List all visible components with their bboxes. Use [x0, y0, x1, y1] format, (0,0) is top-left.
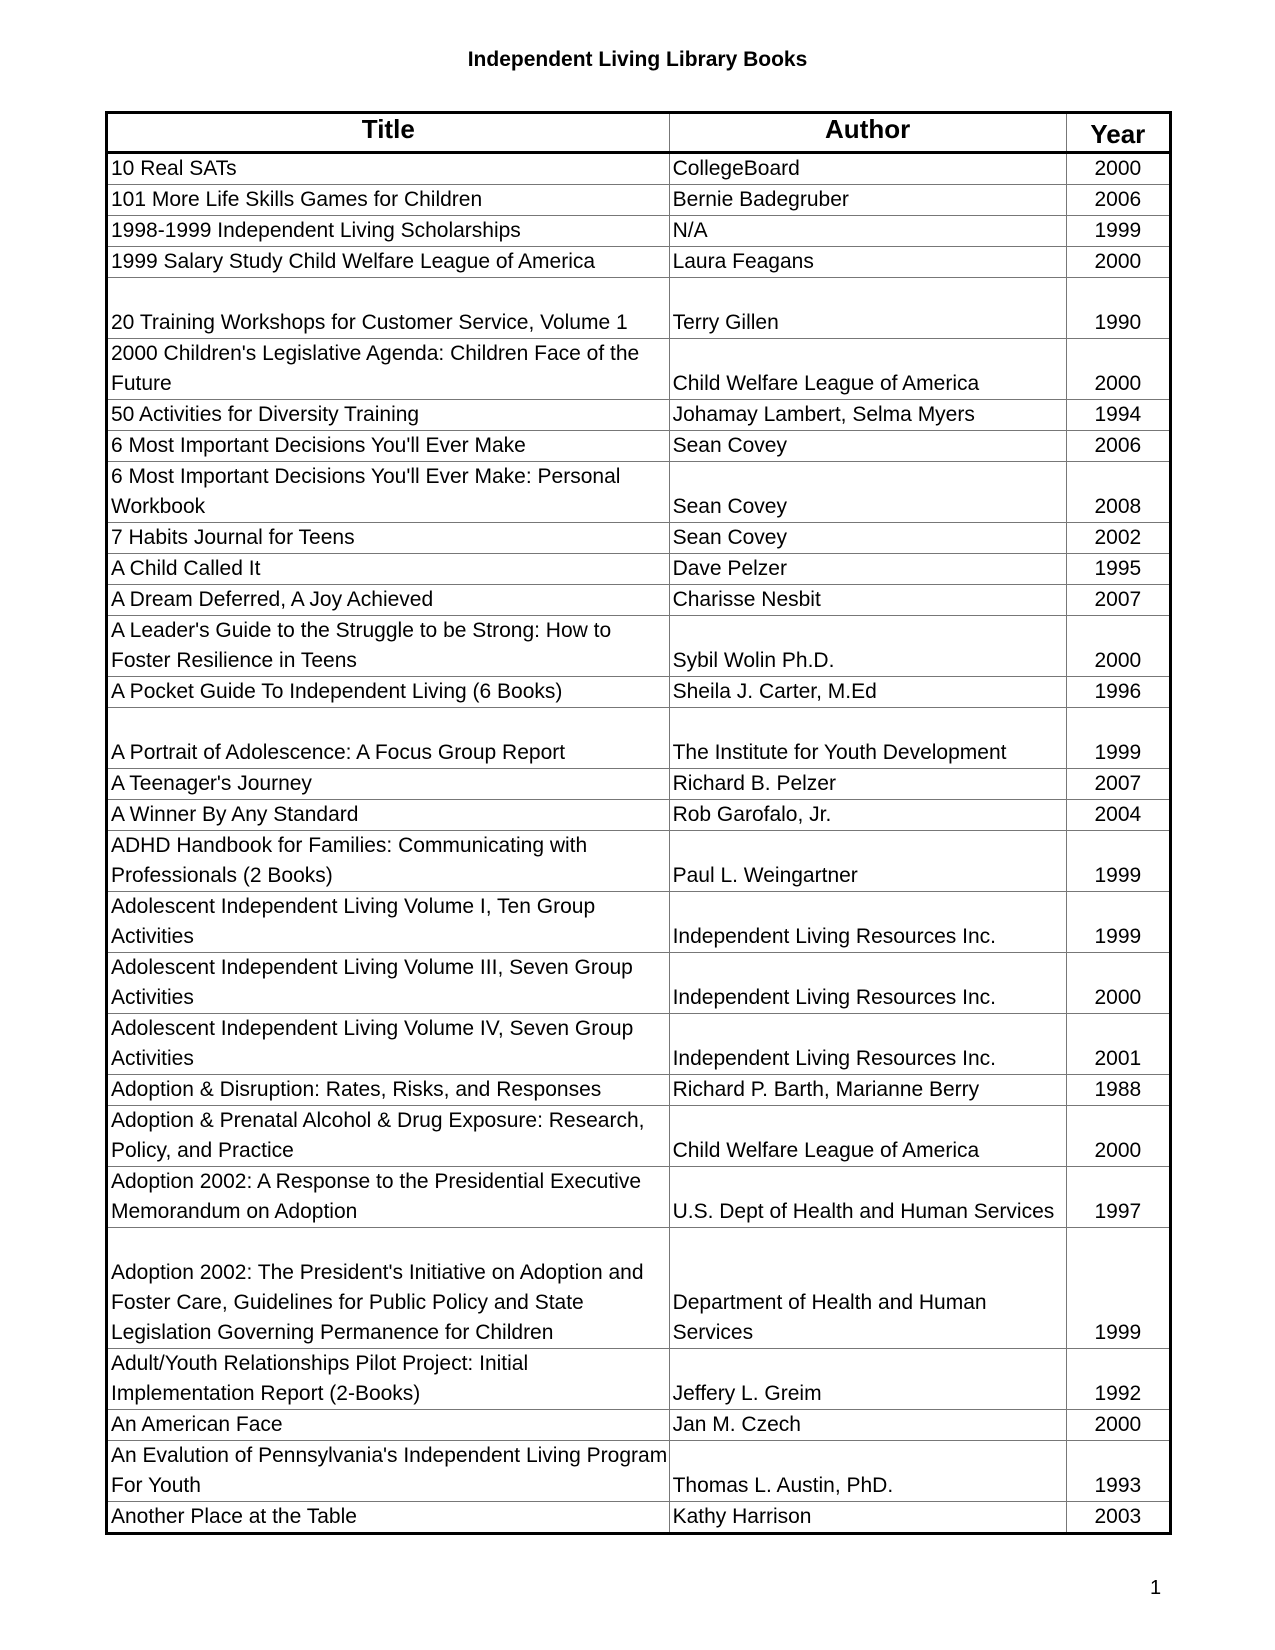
- table-row: [107, 800, 1171, 831]
- book-year: 1997: [1066, 1167, 1170, 1228]
- book-author: Child Welfare League of America: [669, 1106, 1066, 1167]
- table-row: [107, 1106, 1171, 1167]
- book-title: A Portrait of Adolescence: A Focus Group Report: [107, 708, 670, 769]
- book-year: 1999: [1066, 708, 1170, 769]
- book-year: 1996: [1066, 677, 1170, 708]
- book-title: Adoption & Disruption: Rates, Risks, and Responses: [107, 1075, 670, 1106]
- table-row: [107, 677, 1171, 708]
- book-author: Terry Gillen: [669, 278, 1066, 339]
- book-year: 2006: [1066, 185, 1170, 216]
- book-author: CollegeBoard: [669, 153, 1066, 185]
- table-row: [107, 431, 1171, 462]
- book-author: Sean Covey: [669, 523, 1066, 554]
- books-table: [105, 111, 1172, 1535]
- book-title: A Dream Deferred, A Joy Achieved: [107, 585, 670, 616]
- table-row: [107, 153, 1171, 185]
- book-year: 1999: [1066, 1228, 1170, 1349]
- book-title: ADHD Handbook for Families: Communicating with Professionals (2 Books): [107, 831, 670, 892]
- book-author: Sean Covey: [669, 431, 1066, 462]
- book-title: Adoption 2002: A Response to the Presidential Executive Memorandum on Adoption: [107, 1167, 670, 1228]
- book-author: Child Welfare League of America: [669, 339, 1066, 400]
- book-author: The Institute for Youth Development: [669, 708, 1066, 769]
- table-row: [107, 1014, 1171, 1075]
- table-row: [107, 554, 1171, 585]
- table-row: [107, 831, 1171, 892]
- book-author: Department of Health and Human Services: [669, 1228, 1066, 1349]
- book-year: 1994: [1066, 400, 1170, 431]
- book-title: Adult/Youth Relationships Pilot Project: Initial Implementation Report (2-Books): [107, 1349, 670, 1410]
- book-title: Adolescent Independent Living Volume IV, Seven Group Activities: [107, 1014, 670, 1075]
- table-row: [107, 185, 1171, 216]
- book-title: Adolescent Independent Living Volume III, Seven Group Activities: [107, 953, 670, 1014]
- book-author: Independent Living Resources Inc.: [669, 953, 1066, 1014]
- book-year: 1995: [1066, 554, 1170, 585]
- table-row: [107, 339, 1171, 400]
- book-author: Kathy Harrison: [669, 1502, 1066, 1534]
- book-author: Richard B. Pelzer: [669, 769, 1066, 800]
- table-header-row: [107, 113, 1171, 153]
- book-year: 2000: [1066, 953, 1170, 1014]
- book-year: 2000: [1066, 153, 1170, 185]
- book-year: 2000: [1066, 339, 1170, 400]
- book-title: Adoption 2002: The President's Initiative on Adoption and Foster Care, Guidelines for Public Policy and State Legislation Governing Permanence for Children: [107, 1228, 670, 1349]
- book-year: 2007: [1066, 585, 1170, 616]
- book-year: 2004: [1066, 800, 1170, 831]
- book-title: A Winner By Any Standard: [107, 800, 670, 831]
- book-year: 2000: [1066, 1106, 1170, 1167]
- book-title: 1998-1999 Independent Living Scholarships: [107, 216, 670, 247]
- book-title: 6 Most Important Decisions You'll Ever Make: Personal Workbook: [107, 462, 670, 523]
- table-row: [107, 1441, 1171, 1502]
- book-year: 2003: [1066, 1502, 1170, 1534]
- book-title: An Evalution of Pennsylvania's Independent Living Program For Youth: [107, 1441, 670, 1502]
- book-author: Independent Living Resources Inc.: [669, 1014, 1066, 1075]
- table-row: [107, 585, 1171, 616]
- book-year: 2007: [1066, 769, 1170, 800]
- book-title: 1999 Salary Study Child Welfare League of America: [107, 247, 670, 278]
- book-author: Richard P. Barth, Marianne Berry: [669, 1075, 1066, 1106]
- book-title: An American Face: [107, 1410, 670, 1441]
- book-year: 1993: [1066, 1441, 1170, 1502]
- book-author: Laura Feagans: [669, 247, 1066, 278]
- book-title: 6 Most Important Decisions You'll Ever Make: [107, 431, 670, 462]
- book-title: 101 More Life Skills Games for Children: [107, 185, 670, 216]
- table-row: [107, 278, 1171, 339]
- book-year: 1999: [1066, 831, 1170, 892]
- book-year: 2008: [1066, 462, 1170, 523]
- table-row: [107, 1167, 1171, 1228]
- page-title: Independent Living Library Books: [467, 48, 808, 71]
- book-title: Adolescent Independent Living Volume I, Ten Group Activities: [107, 892, 670, 953]
- book-title: A Leader's Guide to the Struggle to be Strong: How to Foster Resilience in Teens: [107, 616, 670, 677]
- book-year: 2000: [1066, 1410, 1170, 1441]
- book-title: 50 Activities for Diversity Training: [107, 400, 670, 431]
- book-author: Dave Pelzer: [669, 554, 1066, 585]
- table-row: [107, 892, 1171, 953]
- table-row: [107, 247, 1171, 278]
- book-year: 2000: [1066, 247, 1170, 278]
- book-year: 2002: [1066, 523, 1170, 554]
- book-author: Sheila J. Carter, M.Ed: [669, 677, 1066, 708]
- book-author: Charisse Nesbit: [669, 585, 1066, 616]
- table-row: [107, 216, 1171, 247]
- column-header-author: Author: [669, 113, 1066, 153]
- book-year: 2001: [1066, 1014, 1170, 1075]
- table-row: [107, 523, 1171, 554]
- table-row: [107, 953, 1171, 1014]
- column-header-year: Year: [1066, 113, 1170, 153]
- table-row: [107, 616, 1171, 677]
- book-year: 1992: [1066, 1349, 1170, 1410]
- book-title: 10 Real SATs: [107, 153, 670, 185]
- page-number: 1: [1150, 1577, 1162, 1599]
- book-author: N/A: [669, 216, 1066, 247]
- table-row: [107, 400, 1171, 431]
- table-row: [107, 1075, 1171, 1106]
- book-title: A Child Called It: [107, 554, 670, 585]
- book-author: Rob Garofalo, Jr.: [669, 800, 1066, 831]
- book-year: 1999: [1066, 216, 1170, 247]
- book-title: 7 Habits Journal for Teens: [107, 523, 670, 554]
- book-year: 1988: [1066, 1075, 1170, 1106]
- book-author: Independent Living Resources Inc.: [669, 892, 1066, 953]
- book-title: Another Place at the Table: [107, 1502, 670, 1534]
- book-title: 2000 Children's Legislative Agenda: Children Face of the Future: [107, 339, 670, 400]
- book-author: Paul L. Weingartner: [669, 831, 1066, 892]
- book-title: Adoption & Prenatal Alcohol & Drug Exposure: Research, Policy, and Practice: [107, 1106, 670, 1167]
- book-author: Jan M. Czech: [669, 1410, 1066, 1441]
- book-author: Sean Covey: [669, 462, 1066, 523]
- book-author: Thomas L. Austin, PhD.: [669, 1441, 1066, 1502]
- book-author: Jeffery L. Greim: [669, 1349, 1066, 1410]
- book-year: 1999: [1066, 892, 1170, 953]
- table-row: [107, 1410, 1171, 1441]
- book-author: Bernie Badegruber: [669, 185, 1066, 216]
- table-row: [107, 708, 1171, 769]
- book-author: U.S. Dept of Health and Human Services: [669, 1167, 1066, 1228]
- book-author: Johamay Lambert, Selma Myers: [669, 400, 1066, 431]
- table-row: [107, 1502, 1171, 1534]
- table-row: [107, 1228, 1171, 1349]
- column-header-title: Title: [107, 113, 670, 153]
- book-year: 2000: [1066, 616, 1170, 677]
- book-title: A Teenager's Journey: [107, 769, 670, 800]
- book-year: 1990: [1066, 278, 1170, 339]
- table-row: [107, 1349, 1171, 1410]
- book-title: A Pocket Guide To Independent Living (6 Books): [107, 677, 670, 708]
- book-title: 20 Training Workshops for Customer Service, Volume 1: [107, 278, 670, 339]
- table-row: [107, 462, 1171, 523]
- table-row: [107, 769, 1171, 800]
- book-year: 2006: [1066, 431, 1170, 462]
- book-author: Sybil Wolin Ph.D.: [669, 616, 1066, 677]
